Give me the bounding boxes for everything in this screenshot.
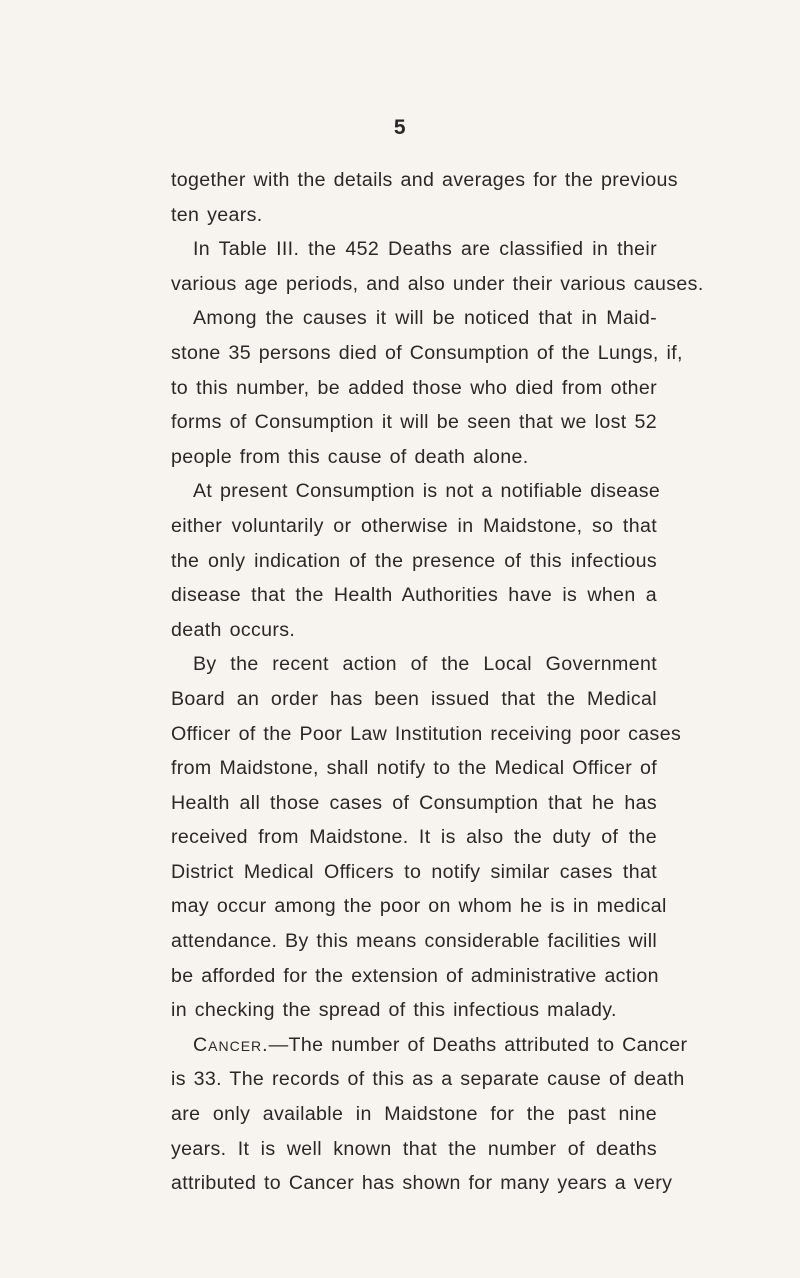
text-line: By the recent action of the Local Government — [193, 653, 657, 676]
text-line: in checking the spread of this infectious malady. — [171, 999, 617, 1022]
paragraph — [171, 163, 678, 232]
paragraph — [171, 474, 661, 647]
text-line: Board an order has been issued that the Medical — [171, 687, 657, 710]
text-line: may occur among the poor on whom he is in medical — [171, 895, 667, 918]
text-line: are only available in Maidstone for the past nine — [171, 1103, 657, 1126]
text-line: attributed to Cancer has shown for many years a very — [171, 1172, 673, 1195]
text-line: District Medical Officers to notify similar cases that — [171, 860, 657, 883]
text-line: death occurs. — [171, 618, 296, 641]
text-line: from Maidstone, shall notify to the Medical Officer of — [171, 757, 657, 780]
text-line: the only indication of the presence of this infectious — [171, 549, 657, 572]
paragraph — [171, 1028, 688, 1201]
text-line: is 33. The records of this as a separate cause of death — [171, 1068, 685, 1091]
paragraph — [171, 232, 704, 474]
text-line: At present Consumption is not a notifiable disease — [193, 480, 661, 503]
text-line: Health all those cases of Consumption that he has — [171, 791, 657, 814]
text-run: —The number of Deaths attributed to Cancer — [268, 1033, 688, 1056]
text-line: attendance. By this means considerable facilities will — [171, 930, 658, 953]
text-line: be afforded for the extension of administrative action — [171, 964, 659, 987]
text-line: received from Maidstone. It is also the duty of the — [171, 826, 657, 849]
text-line: Among the causes it will be noticed that in Maid- — [193, 307, 657, 330]
text-line: people from this cause of death alone. — [171, 445, 529, 468]
text-line: forms of Consumption it will be seen that we lost 52 — [171, 411, 657, 434]
text-line: years. It is well known that the number of deaths — [171, 1137, 657, 1160]
text-line: either voluntarily or otherwise in Maidstone, so that — [171, 514, 657, 537]
text-line: stone 35 persons died of Consumption of the Lungs, if, — [171, 341, 683, 364]
page-number: 5 — [393, 116, 407, 139]
text-line: In Table III. the 452 Deaths are classified in their — [193, 238, 657, 261]
body-text — [171, 163, 704, 1201]
text-line: disease that the Health Authorities have is when a — [171, 584, 657, 607]
section-heading: Cancer. — [193, 1033, 269, 1056]
text-line: to this number, be added those who died from other — [171, 376, 657, 399]
text-line — [171, 1028, 688, 1063]
text-line: ten years. — [171, 203, 263, 226]
text-line: various age periods, and also under their various causes. — [171, 272, 704, 295]
text-line: together with the details and averages for the previous — [171, 169, 678, 191]
paragraph — [171, 647, 682, 1028]
text-line: Officer of the Poor Law Institution receiving poor cases — [171, 722, 682, 745]
